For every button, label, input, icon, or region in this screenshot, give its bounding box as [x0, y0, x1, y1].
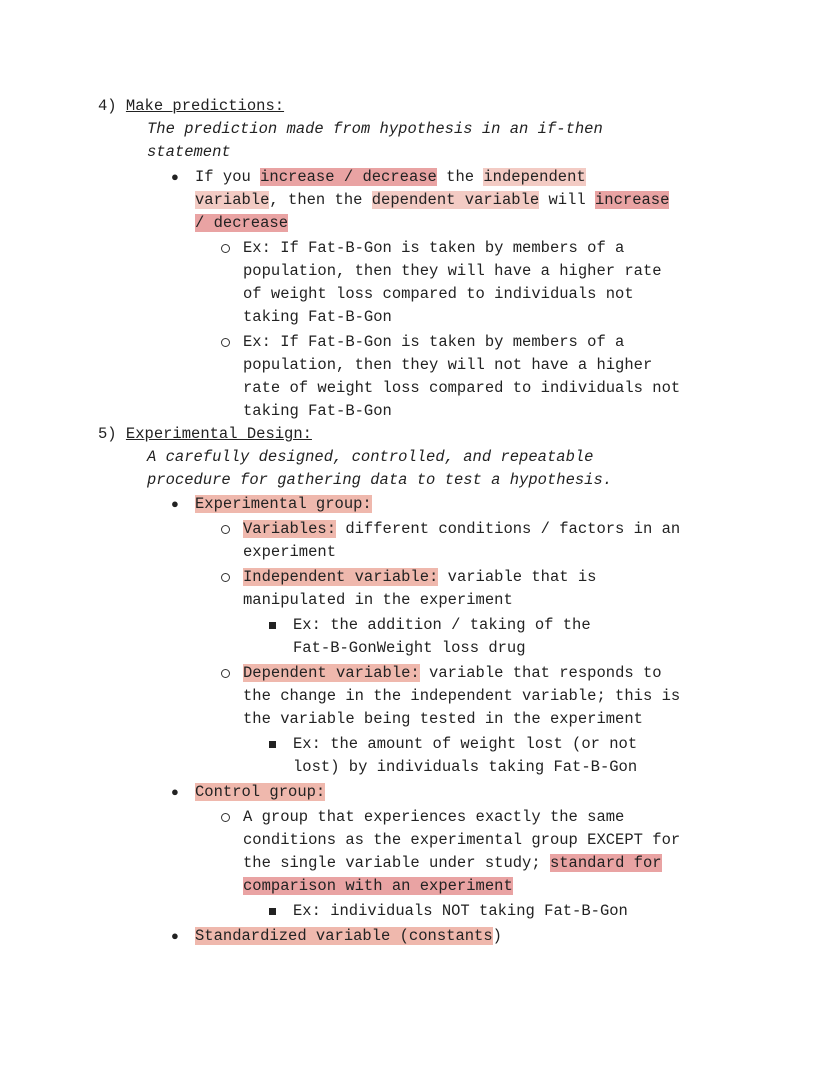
list-item — [195, 493, 372, 516]
example-text: Ex: the addition / taking of the — [293, 616, 591, 634]
bullet-circle — [221, 338, 230, 347]
section-heading — [98, 423, 312, 446]
example-text: lost) by individuals taking Fat-B-Gon — [293, 758, 638, 776]
example-text: taking Fat-B-Gon — [243, 402, 392, 420]
bullet-circle — [221, 573, 230, 582]
list-item: the single variable under study; standard for — [243, 854, 662, 872]
bullet-square — [269, 622, 276, 629]
list-item-text: conditions as the experimental group EXCEPT for — [243, 831, 681, 849]
highlight: Dependent variable: — [243, 664, 420, 682]
section-title: Experimental Design: — [125, 425, 312, 443]
highlight: dependent variable — [371, 191, 540, 209]
list-item: Independent variable: variable that is — [243, 568, 597, 586]
bullet-square — [269, 908, 276, 915]
list-item: variable, then the dependent variable will increase — [195, 191, 670, 209]
list-item-text: the change in the independent variable; this is — [243, 687, 681, 705]
bullet-dot: ● — [171, 497, 179, 512]
list-item: Variables: different conditions / factors in an — [243, 520, 681, 538]
bullet-circle — [221, 669, 230, 678]
list-item-text: A group that experiences exactly the same — [243, 808, 625, 826]
highlight: Variables: — [243, 520, 337, 538]
example-text: Ex: individuals NOT taking Fat-B-Gon — [293, 902, 628, 920]
section-number: 5) — [98, 425, 117, 443]
example-text: taking Fat-B-Gon — [243, 308, 392, 326]
example-text: population, then they will not have a higher — [243, 356, 653, 374]
highlight: comparison with an experiment — [243, 877, 513, 895]
section-title: Make predictions: — [125, 97, 285, 115]
example-text: Ex: If Fat-B-Gon is taken by members of a — [243, 239, 625, 257]
highlight: variable — [195, 191, 270, 209]
example-text: Ex: the amount of weight lost (or not — [293, 735, 638, 753]
section-description: The prediction made from hypothesis in an if-then — [147, 120, 603, 138]
bullet-square — [269, 741, 276, 748]
list-item — [195, 781, 325, 804]
highlight: increase — [595, 191, 670, 209]
list-item: Dependent variable: variable that responds to — [243, 664, 662, 682]
highlight: Experimental group: — [195, 495, 372, 513]
example-text: population, then they will have a higher rate — [243, 262, 662, 280]
highlight: standard for — [549, 854, 662, 872]
bullet-circle — [221, 813, 230, 822]
list-item — [243, 875, 513, 898]
highlight: / decrease — [195, 214, 289, 232]
list-item: If you increase / decrease the independent — [195, 168, 586, 186]
list-item — [195, 212, 288, 235]
bullet-dot: ● — [171, 785, 179, 800]
section-description: procedure for gathering data to test a hypothesis. — [147, 471, 613, 489]
bullet-circle — [221, 525, 230, 534]
highlight: Standardized variable (constants — [195, 927, 493, 945]
section-number: 4) — [98, 97, 117, 115]
bullet-circle — [221, 244, 230, 253]
list-item-text: manipulated in the experiment — [243, 591, 513, 609]
section-description: statement — [147, 143, 231, 161]
example-text: rate of weight loss compared to individuals not — [243, 379, 681, 397]
list-item-text: the variable being tested in the experiment — [243, 710, 643, 728]
example-text: Ex: If Fat-B-Gon is taken by members of a — [243, 333, 625, 351]
highlight: Independent variable: — [243, 568, 439, 586]
example-text: Fat-B-GonWeight loss drug — [293, 639, 526, 657]
section-description: A carefully designed, controlled, and repeatable — [147, 448, 594, 466]
section-heading — [98, 95, 284, 118]
list-item-text: experiment — [243, 543, 337, 561]
highlight: increase / decrease — [260, 168, 437, 186]
bullet-dot: ● — [171, 929, 179, 944]
list-item: Standardized variable (constants) — [195, 927, 502, 945]
example-text: of weight loss compared to individuals not — [243, 285, 634, 303]
bullet-dot: ● — [171, 170, 179, 185]
highlight: independent — [483, 168, 586, 186]
highlight: Control group: — [195, 783, 326, 801]
